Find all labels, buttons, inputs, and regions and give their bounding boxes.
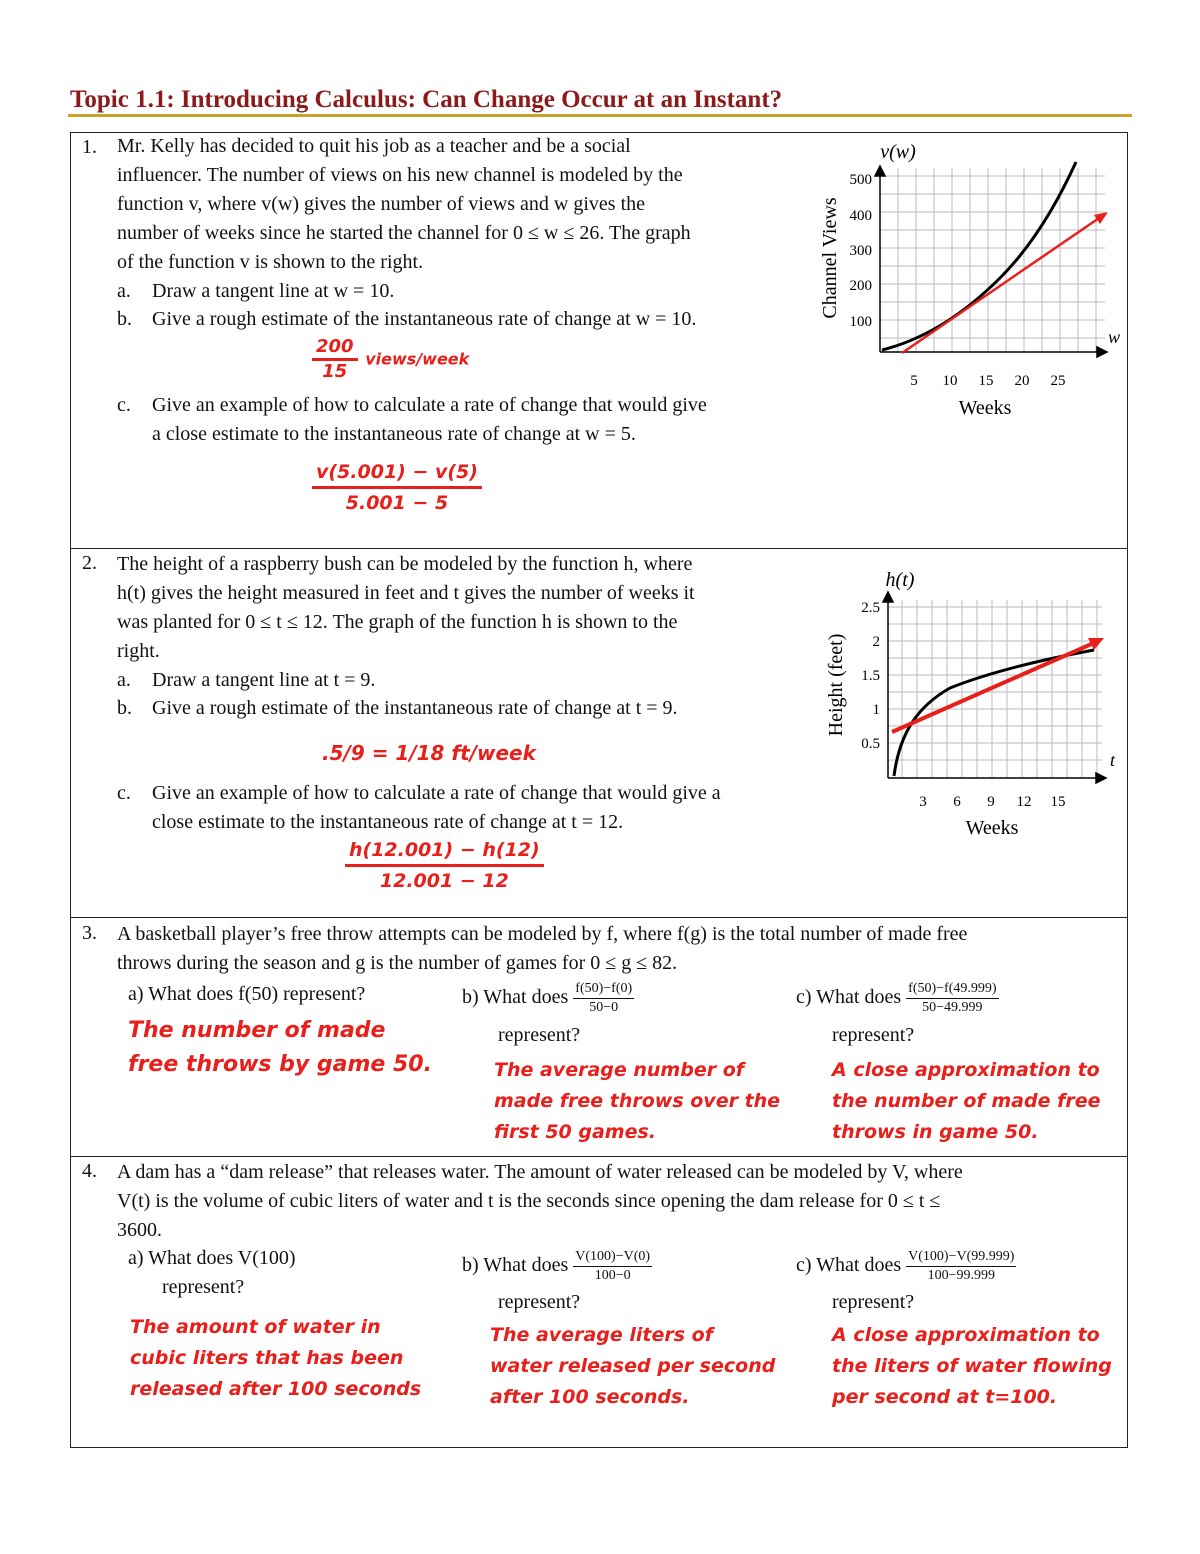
q1c-answer-num: v(5.001) − v(5) [312,458,482,489]
q2c-text [152,779,802,837]
q2-xtick: 12 [1016,794,1032,810]
q2-ytick: 2.5 [861,600,880,616]
q2-xtick: 3 [919,794,927,810]
q3c-label: c) What does [796,986,902,1009]
q2-graph-xlabel: Weeks [965,817,1019,839]
q1-xtick: 5 [910,373,918,389]
q4c-answer: A close approximation to the liters of water flowing per second at t=100. [832,1324,1112,1408]
q1-xtick: 10 [942,373,958,389]
q2-xtick: 6 [953,794,961,810]
q4b-prompt [462,1248,652,1285]
q1c-line: a close estimate to the instantaneous rate of change at w = 5. [152,423,636,445]
q3c-prompt [796,980,999,1017]
q1b-answer-unit: views/week [365,349,470,369]
q3b-fraction [573,980,634,1017]
q4-line: 3600. [117,1219,162,1241]
q1-curve [882,162,1076,350]
q2-text [117,550,807,666]
q2c-answer-num: h(12.001) − h(12) [345,836,544,867]
q3c-frac-num: f(50)−f(49.999) [906,980,998,999]
q4c-frac-num: V(100)−V(99.999) [906,1248,1016,1267]
q1-line: number of weeks since he started the channel for 0 ≤ w ≤ 26. The graph [117,222,691,244]
q2a-text: Draw a tangent line at t = 9. [152,669,376,691]
q2-ytick: 0.5 [861,736,880,752]
page-title: Topic 1.1: Introducing Calculus: Can Change Occur at an Instant? [70,86,783,113]
q1b-answer-den: 15 [322,361,348,382]
q1-line: function v, where v(w) gives the number of views and w gives the [117,193,646,215]
q3-line: A basketball player’s free throw attempts can be modeled by f, where f(g) is the total number of made free [117,923,968,945]
q2-graph-var: t [1110,750,1116,770]
q1-graph [810,138,1130,428]
q1-ytick: 300 [849,243,872,259]
q2c-line: Give an example of how to calculate a rate of change that would give a [152,782,721,804]
q3c-frac-den: 50−49.999 [922,1000,983,1015]
q2b-label: b. [117,697,132,719]
q2-graph-ylabel: Height (feet) [825,633,847,737]
q1c-answer [312,458,482,517]
q2-grid [888,600,1102,778]
q1-xtick: 15 [978,373,994,389]
q2-graph-title: h(t) [885,569,915,591]
q4c-label: c) What does [796,1254,902,1277]
q2-number: 2. [82,552,97,574]
q3a-answer: The number of made free throws by game 50. [128,1018,432,1077]
title-underline [68,114,1132,117]
q2-line: was planted for 0 ≤ t ≤ 12. The graph of the function h is shown to the [117,611,678,633]
q2-xtick: 9 [987,794,995,810]
q3c-answer: A close approximation to the number of made free throws in game 50. [832,1059,1101,1143]
q1-grid [880,168,1105,352]
q4a-prompt [128,1244,296,1302]
q2-graph [810,560,1130,845]
q3-line: throws during the season and g is the number of games for 0 ≤ g ≤ 82. [117,952,678,974]
q3b-frac-den: 50−0 [589,1000,619,1015]
q2-ytick: 1.5 [861,668,880,684]
q4-number: 4. [82,1160,97,1182]
q3b-label: b) What does [462,986,569,1009]
q2-ytick: 2 [872,634,880,650]
q1-number: 1. [82,136,97,158]
q3b-frac-num: f(50)−f(0) [573,980,634,999]
q3-number: 3. [82,922,97,944]
q3c-represent: represent? [832,1024,915,1046]
q4b-frac-den: 100−0 [594,1268,631,1283]
q2b-answer: .5/9 = 1/18 ft/week [322,741,536,765]
q3-text [117,920,1122,978]
q4c-fraction [906,1248,1016,1285]
q1-line: Mr. Kelly has decided to quit his job as a teacher and be a social [117,135,631,157]
q2-line: The height of a raspberry bush can be modeled by the function h, where [117,553,693,575]
q1-line: of the function v is shown to the right. [117,251,424,273]
q1-graph-ylabel: Channel Views [819,197,841,319]
q1-graph-var: w [1108,327,1121,347]
q1a-text: Draw a tangent line at w = 10. [152,280,395,302]
q1b-label: b. [117,308,132,330]
q4a-answer: The amount of water in cubic liters that has been released after 100 seconds [130,1316,422,1400]
q2-line: h(t) gives the height measured in feet and t gives the number of weeks it [117,582,695,604]
q2-curve [894,650,1094,776]
q2a-label: a. [117,669,131,691]
q1-ytick: 500 [849,172,872,188]
q1-graph-xlabel: Weeks [958,397,1012,419]
q1c-line: Give an example of how to calculate a rate of change that would give [152,394,707,416]
q1-ytick: 100 [849,314,872,330]
q3b-answer: The average number of made free throws over the first 50 games. [494,1059,781,1143]
q2-ytick: 1 [872,702,880,718]
q4-text [117,1158,1122,1245]
q4b-label: b) What does [462,1254,569,1277]
q2b-text: Give a rough estimate of the instantaneous rate of change at t = 9. [152,697,678,719]
q4b-represent: represent? [498,1291,581,1313]
q1c-text [152,391,792,449]
q1-xtick: 25 [1050,373,1066,389]
q1-axes [875,166,1107,357]
q2-tangent-line [892,642,1096,732]
q3b-prompt [462,980,634,1017]
q1c-label: c. [117,394,131,416]
q2c-line: close estimate to the instantaneous rate of change at t = 12. [152,811,624,833]
q4a-prompt-line: a) What does V(100) [128,1247,296,1269]
q4b-frac-num: V(100)−V(0) [573,1248,652,1267]
q1-line: influencer. The number of views on his new channel is modeled by the [117,164,683,186]
q1a-label: a. [117,280,131,302]
q2c-answer-den: 12.001 − 12 [379,870,509,892]
q2-line: right. [117,640,160,662]
q1b-answer-num: 200 [312,336,358,361]
q1b-text: Give a rough estimate of the instantaneous rate of change at w = 10. [152,308,697,330]
q2-xtick: 15 [1050,794,1066,810]
q4-line: V(t) is the volume of cubic liters of water and t is the seconds since opening the dam release for 0 ≤ t ≤ [117,1190,941,1212]
q3a-prompt: a) What does f(50) represent? [128,983,366,1005]
q3b-represent: represent? [498,1024,581,1046]
q1c-answer-den: 5.001 − 5 [345,492,449,514]
q3c-fraction [906,980,998,1017]
q2c-label: c. [117,782,131,804]
q4a-prompt-line: represent? [162,1276,245,1298]
q1-text [117,132,807,277]
q4c-represent: represent? [832,1291,915,1313]
q4c-frac-den: 100−99.999 [927,1268,995,1283]
q1-ytick: 400 [849,208,872,224]
q4b-answer: The average liters of water released per second after 100 seconds. [490,1324,776,1408]
q4-line: A dam has a “dam release” that releases water. The amount of water released can be modeled by V, where [117,1161,963,1183]
q1-graph-title: v(w) [880,141,916,163]
q2c-answer [345,836,544,895]
q4c-prompt [796,1248,1016,1285]
q4b-fraction [573,1248,652,1285]
q1-xtick: 20 [1014,373,1030,389]
q1b-answer [312,336,469,383]
q1-ytick: 200 [849,278,872,294]
